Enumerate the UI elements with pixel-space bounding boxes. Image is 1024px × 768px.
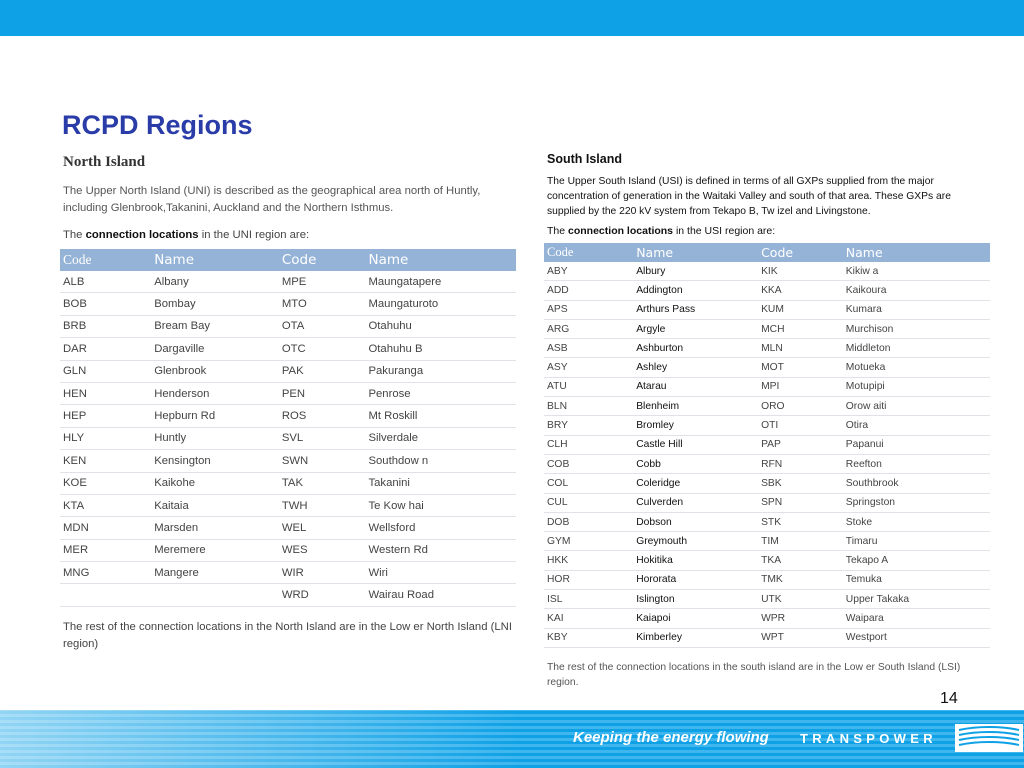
table-row	[544, 319, 990, 338]
table-row	[544, 628, 990, 647]
table-row	[544, 590, 990, 609]
name-cell: Bombay	[151, 293, 279, 315]
code-cell: TMK	[758, 570, 843, 589]
code-cell: PAK	[279, 360, 366, 382]
code-cell: PEN	[279, 382, 366, 404]
code-cell: WPT	[758, 628, 843, 647]
name-cell: Pakuranga	[365, 360, 516, 382]
name-cell: Timaru	[843, 532, 990, 551]
table-row	[60, 360, 516, 382]
code-cell: HOR	[544, 570, 633, 589]
code-cell: COL	[544, 474, 633, 493]
table-row	[60, 271, 516, 293]
name-cell: Henderson	[151, 382, 279, 404]
name-cell: Atarau	[633, 377, 758, 396]
south-island-table	[544, 243, 990, 648]
code-cell: OTA	[279, 315, 366, 337]
north-island-footnote: The rest of the connection locations in the North Island are in the Low er North Island (LNI region)	[63, 620, 512, 650]
name-cell: Coleridge	[633, 474, 758, 493]
table-row	[544, 281, 990, 300]
name-cell: Kaitaia	[151, 494, 279, 516]
name-cell: Southbrook	[843, 474, 990, 493]
table-row	[60, 517, 516, 539]
page-title: RCPD Regions	[62, 110, 253, 140]
column-header-code: Code	[758, 243, 843, 262]
table-row	[544, 551, 990, 570]
name-cell: Murchison	[843, 319, 990, 338]
south-island-heading: South Island	[547, 152, 622, 166]
code-cell: PAP	[758, 435, 843, 454]
table-row	[60, 338, 516, 360]
name-cell: Blenheim	[633, 397, 758, 416]
code-cell: TAK	[279, 472, 366, 494]
code-cell: MCH	[758, 319, 843, 338]
name-cell: Otahuhu	[365, 315, 516, 337]
name-cell: Hokitika	[633, 551, 758, 570]
name-cell: Reefton	[843, 454, 990, 473]
south-island-section	[544, 152, 990, 690]
name-cell: Upper Takaka	[843, 590, 990, 609]
code-cell: MLN	[758, 339, 843, 358]
name-cell: Silverdale	[365, 427, 516, 449]
name-cell: Motupipi	[843, 377, 990, 396]
name-cell: Arthurs Pass	[633, 300, 758, 319]
name-cell: Huntly	[151, 427, 279, 449]
table-row	[544, 377, 990, 396]
table-row	[60, 584, 516, 606]
code-cell: KTA	[60, 494, 151, 516]
top-banner	[0, 0, 1024, 36]
code-cell: DOB	[544, 512, 633, 531]
code-cell: TIM	[758, 532, 843, 551]
name-cell: Springston	[843, 493, 990, 512]
north-island-section	[60, 154, 516, 653]
table-row	[544, 416, 990, 435]
code-cell: ARG	[544, 319, 633, 338]
table-row	[60, 494, 516, 516]
column-header-name: Name	[633, 243, 758, 262]
table-row	[544, 397, 990, 416]
north-island-intro: The connection locations in the UNI region are:	[63, 229, 310, 241]
code-cell: KOE	[60, 472, 151, 494]
south-island-footnote: The rest of the connection locations in the south island are in the Low er South Island (LSI) region.	[547, 661, 961, 688]
name-cell: Takanini	[365, 472, 516, 494]
code-cell: MOT	[758, 358, 843, 377]
code-cell: WES	[279, 539, 366, 561]
name-cell: Papanui	[843, 435, 990, 454]
south-island-description: The Upper South Island (USI) is defined in terms of all GXPs supplied from the major concentration of generation in the Waitaki Valley and south of that area. These GXPs are supplied by the 220 kV system from Tekapo B, Tw izel and Livingstone.	[547, 176, 951, 217]
column-header-code: Code	[60, 249, 151, 271]
table-row	[544, 532, 990, 551]
north-island-table	[60, 249, 516, 607]
name-cell: Marsden	[151, 517, 279, 539]
transpower-logo-icon	[955, 724, 1023, 752]
code-cell: GYM	[544, 532, 633, 551]
code-cell: WIR	[279, 562, 366, 584]
code-cell: CUL	[544, 493, 633, 512]
code-cell: KAI	[544, 609, 633, 628]
code-cell: SVL	[279, 427, 366, 449]
brand-name: TRANSPOWER	[800, 731, 937, 746]
name-cell: Waipara	[843, 609, 990, 628]
code-cell	[60, 584, 151, 606]
code-cell: ABY	[544, 262, 633, 281]
name-cell: Argyle	[633, 319, 758, 338]
name-cell: Orow aiti	[843, 397, 990, 416]
code-cell: MER	[60, 539, 151, 561]
code-cell: KKA	[758, 281, 843, 300]
table-row	[544, 512, 990, 531]
code-cell: MPI	[758, 377, 843, 396]
name-cell: Addington	[633, 281, 758, 300]
code-cell: OTC	[279, 338, 366, 360]
table-row	[544, 300, 990, 319]
table-row	[60, 427, 516, 449]
name-cell: Kikiw a	[843, 262, 990, 281]
code-cell: ASY	[544, 358, 633, 377]
name-cell: Motueka	[843, 358, 990, 377]
name-cell: Ashley	[633, 358, 758, 377]
code-cell: DAR	[60, 338, 151, 360]
table-row	[544, 493, 990, 512]
name-cell: Otahuhu B	[365, 338, 516, 360]
code-cell: WEL	[279, 517, 366, 539]
footer-band-fade	[0, 710, 520, 768]
name-cell: Kumara	[843, 300, 990, 319]
name-cell: Bromley	[633, 416, 758, 435]
north-island-description: The Upper North Island (UNI) is described as the geographical area north of Huntly, including Glenbrook,Takanini, Auckland and the Northern Isthmus.	[63, 185, 481, 214]
name-cell	[151, 584, 279, 606]
column-header-name: Name	[151, 249, 279, 271]
code-cell: KIK	[758, 262, 843, 281]
column-header-name: Name	[365, 249, 516, 271]
code-cell: MNG	[60, 562, 151, 584]
name-cell: Maungatapere	[365, 271, 516, 293]
name-cell: Greymouth	[633, 532, 758, 551]
footer-tagline: Keeping the energy flowing	[573, 729, 769, 746]
name-cell: Southdow n	[365, 450, 516, 472]
north-island-heading: North Island	[63, 154, 146, 170]
name-cell: Kaikohe	[151, 472, 279, 494]
table-row	[60, 450, 516, 472]
code-cell: RFN	[758, 454, 843, 473]
name-cell: Albany	[151, 271, 279, 293]
code-cell: HEP	[60, 405, 151, 427]
table-row	[544, 609, 990, 628]
code-cell: ORO	[758, 397, 843, 416]
code-cell: KBY	[544, 628, 633, 647]
code-cell: WPR	[758, 609, 843, 628]
name-cell: Wellsford	[365, 517, 516, 539]
name-cell: Tekapo A	[843, 551, 990, 570]
name-cell: Temuka	[843, 570, 990, 589]
code-cell: GLN	[60, 360, 151, 382]
table-row	[544, 262, 990, 281]
code-cell: MPE	[279, 271, 366, 293]
name-cell: Mt Roskill	[365, 405, 516, 427]
code-cell: ATU	[544, 377, 633, 396]
code-cell: COB	[544, 454, 633, 473]
table-row	[60, 315, 516, 337]
name-cell: Glenbrook	[151, 360, 279, 382]
name-cell: Penrose	[365, 382, 516, 404]
table-row	[60, 382, 516, 404]
table-row	[544, 435, 990, 454]
name-cell: Islington	[633, 590, 758, 609]
code-cell: UTK	[758, 590, 843, 609]
code-cell: BRY	[544, 416, 633, 435]
code-cell: WRD	[279, 584, 366, 606]
code-cell: TKA	[758, 551, 843, 570]
name-cell: Meremere	[151, 539, 279, 561]
code-cell: ALB	[60, 271, 151, 293]
code-cell: APS	[544, 300, 633, 319]
code-cell: BRB	[60, 315, 151, 337]
name-cell: Culverden	[633, 493, 758, 512]
name-cell: Western Rd	[365, 539, 516, 561]
code-cell: KUM	[758, 300, 843, 319]
code-cell: BLN	[544, 397, 633, 416]
code-cell: CLH	[544, 435, 633, 454]
code-cell: ADD	[544, 281, 633, 300]
name-cell: Cobb	[633, 454, 758, 473]
code-cell: ASB	[544, 339, 633, 358]
table-row	[60, 405, 516, 427]
name-cell: Stoke	[843, 512, 990, 531]
code-cell: SWN	[279, 450, 366, 472]
column-header-code: Code	[279, 249, 366, 271]
name-cell: Wiri	[365, 562, 516, 584]
table-row	[544, 474, 990, 493]
name-cell: Ashburton	[633, 339, 758, 358]
name-cell: Middleton	[843, 339, 990, 358]
code-cell: OTI	[758, 416, 843, 435]
table-row	[60, 472, 516, 494]
table-row	[60, 539, 516, 561]
name-cell: Kensington	[151, 450, 279, 472]
name-cell: Dargaville	[151, 338, 279, 360]
code-cell: MDN	[60, 517, 151, 539]
name-cell: Dobson	[633, 512, 758, 531]
name-cell: Otira	[843, 416, 990, 435]
name-cell: Maungaturoto	[365, 293, 516, 315]
name-cell: Kaikoura	[843, 281, 990, 300]
code-cell: ISL	[544, 590, 633, 609]
name-cell: Bream Bay	[151, 315, 279, 337]
name-cell: Te Kow hai	[365, 494, 516, 516]
name-cell: Albury	[633, 262, 758, 281]
name-cell: Castle Hill	[633, 435, 758, 454]
table-row	[544, 339, 990, 358]
code-cell: TWH	[279, 494, 366, 516]
code-cell: SBK	[758, 474, 843, 493]
column-header-name: Name	[843, 243, 990, 262]
code-cell: ROS	[279, 405, 366, 427]
south-island-intro: The connection locations in the USI region are:	[547, 225, 776, 237]
name-cell: Kimberley	[633, 628, 758, 647]
name-cell: Hororata	[633, 570, 758, 589]
code-cell: SPN	[758, 493, 843, 512]
name-cell: Hepburn Rd	[151, 405, 279, 427]
code-cell: MTO	[279, 293, 366, 315]
table-row	[544, 454, 990, 473]
code-cell: HLY	[60, 427, 151, 449]
code-cell: KEN	[60, 450, 151, 472]
name-cell: Westport	[843, 628, 990, 647]
name-cell: Kaiapoi	[633, 609, 758, 628]
code-cell: STK	[758, 512, 843, 531]
table-row	[544, 358, 990, 377]
code-cell: HEN	[60, 382, 151, 404]
code-cell: HKK	[544, 551, 633, 570]
table-row	[60, 562, 516, 584]
code-cell: BOB	[60, 293, 151, 315]
table-row	[544, 570, 990, 589]
name-cell: Mangere	[151, 562, 279, 584]
page-number: 14	[940, 690, 958, 707]
column-header-code: Code	[544, 243, 633, 262]
name-cell: Wairau Road	[365, 584, 516, 606]
table-row	[60, 293, 516, 315]
